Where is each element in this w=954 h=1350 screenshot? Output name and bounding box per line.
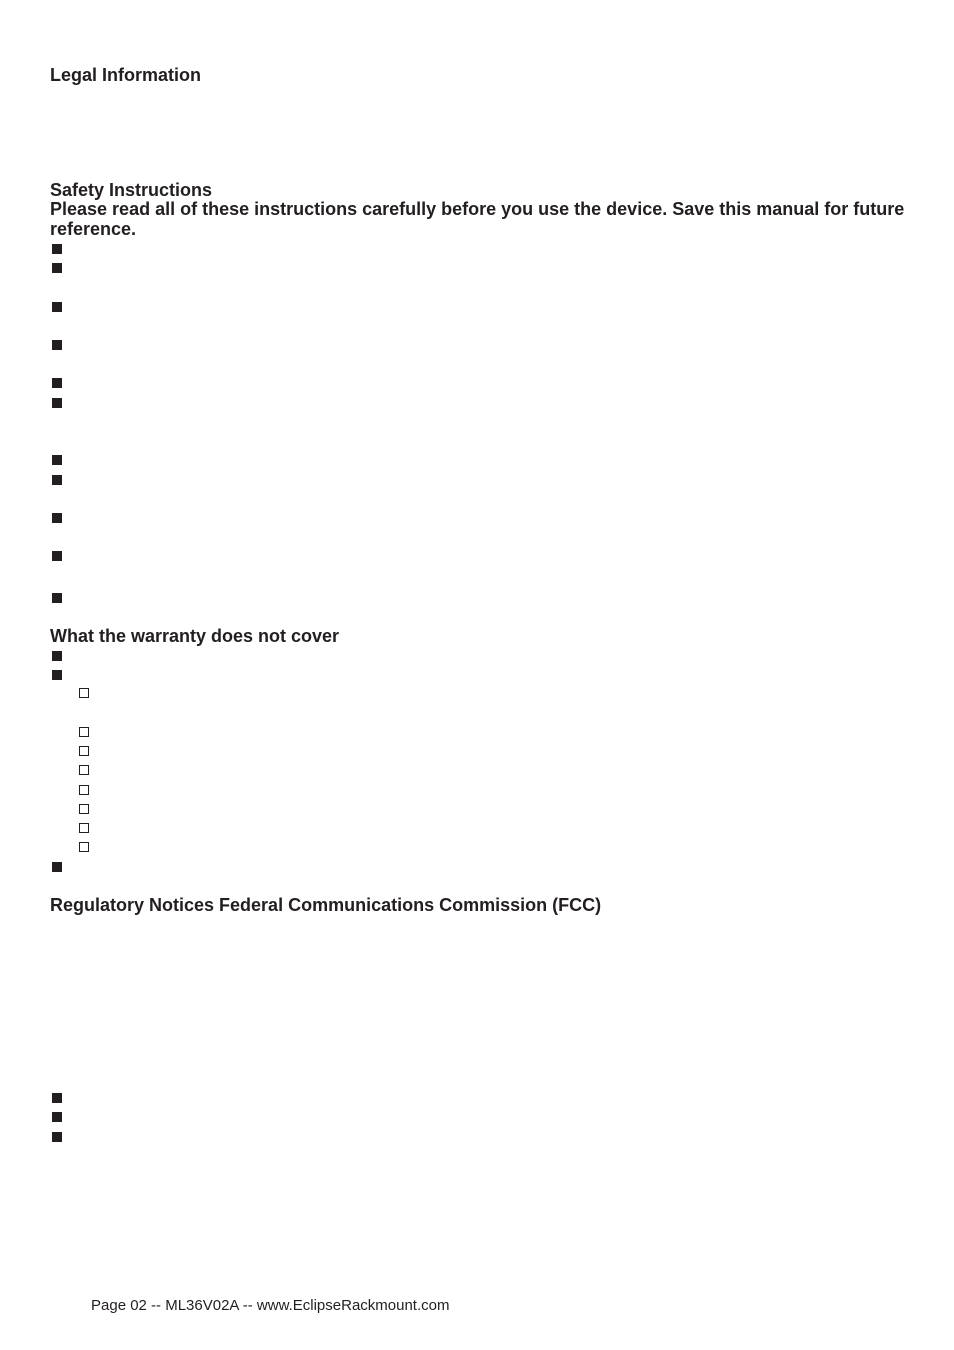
square-bullet-icon	[52, 862, 62, 872]
square-bullet-icon	[52, 1112, 62, 1122]
empty-checkbox-icon	[79, 688, 89, 698]
square-bullet-icon	[52, 593, 62, 603]
warranty-heading: What the warranty does not cover	[50, 626, 340, 646]
square-bullet-icon	[52, 513, 62, 523]
square-bullet-icon	[52, 302, 62, 312]
safety-instructions-heading: Safety Instructions	[50, 180, 213, 200]
square-bullet-icon	[52, 1093, 62, 1103]
regulatory-notices-heading: Regulatory Notices Federal Communications Commission (FCC)	[50, 895, 602, 915]
empty-checkbox-icon	[79, 842, 89, 852]
square-bullet-icon	[52, 378, 62, 388]
empty-checkbox-icon	[79, 746, 89, 756]
square-bullet-icon	[52, 670, 62, 680]
square-bullet-icon	[52, 455, 62, 465]
square-bullet-icon	[52, 398, 62, 408]
square-bullet-icon	[52, 1132, 62, 1142]
page-footer: Page 02 -- ML36V02A -- www.EclipseRackmount.com	[91, 1297, 450, 1314]
square-bullet-icon	[52, 263, 62, 273]
square-bullet-icon	[52, 340, 62, 350]
empty-checkbox-icon	[79, 804, 89, 814]
square-bullet-icon	[52, 475, 62, 485]
square-bullet-icon	[52, 651, 62, 661]
square-bullet-icon	[52, 551, 62, 561]
empty-checkbox-icon	[79, 727, 89, 737]
legal-information-heading: Legal Information	[50, 65, 202, 85]
safety-instructions-intro: Please read all of these instructions carefully before you use the device. Save this manual for future reference.	[50, 199, 905, 239]
empty-checkbox-icon	[79, 765, 89, 775]
empty-checkbox-icon	[79, 823, 89, 833]
square-bullet-icon	[52, 244, 62, 254]
empty-checkbox-icon	[79, 785, 89, 795]
